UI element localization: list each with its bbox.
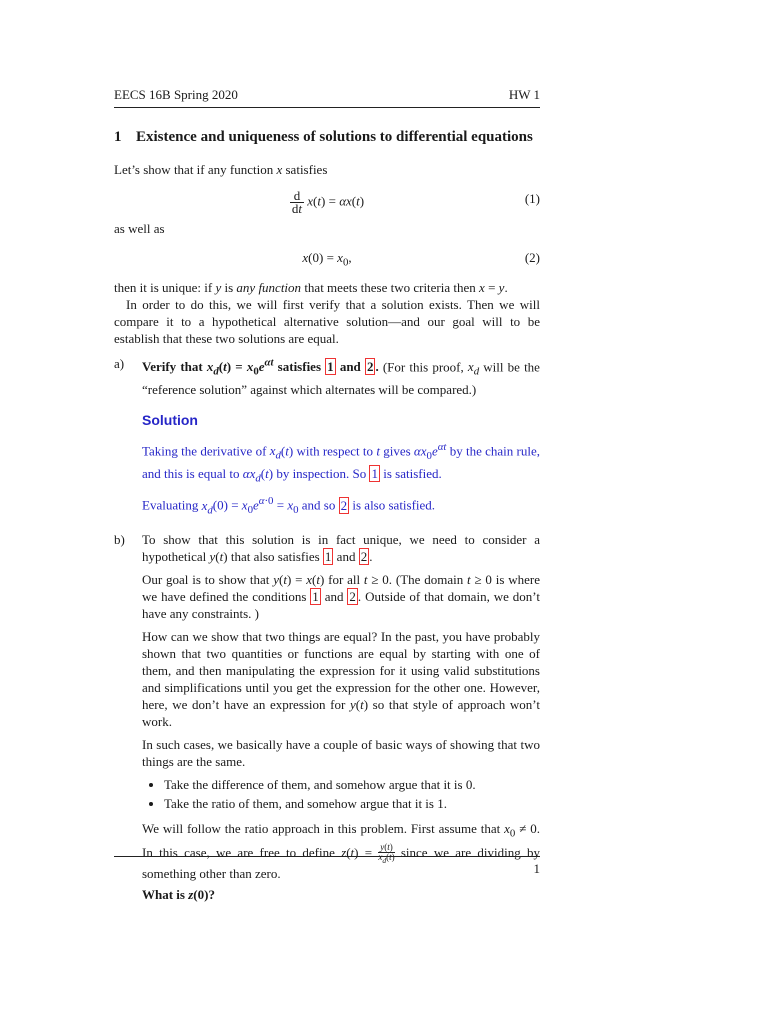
ref-eq1-link[interactable]: 1: [371, 465, 378, 481]
part-a-prompt: Verify that $x_d(t) = x_0e^{\alpha t}$ satisfies 1 and 2 . (For this proof, $x_d$ will be the “reference solution” against which alternates will be compared.): [142, 357, 540, 397]
uniqueness-text: then it is unique: if y is any function that meets these two criteria then x = y.: [114, 280, 508, 295]
part-b-p5: We will follow the ratio approach in this problem. First assume that $x_0 \ne 0$. In this case, we are free to define z(t) = $\frac{y(t)}{x_d(t)}$ since we are dividing by something other than zero.: [142, 821, 540, 881]
part-b-p2: Our goal is to show that y(t) = x(t) for all t ≥ 0. (The domain t ≥ 0 is where we have defined the conditions 1 and 2 . Outside of that domain, we don’t have any constraints. ): [142, 572, 541, 622]
part-a: [114, 355, 540, 519]
derivative-operator: $\frac{d}{dt}$: [291, 188, 303, 216]
ref-eq2-link[interactable]: 2: [366, 359, 374, 375]
footer-divider: [114, 856, 540, 857]
ref-eq1-link[interactable]: 1: [312, 589, 319, 605]
page-header: [114, 86, 540, 108]
method-list: [142, 776, 540, 812]
section-title: Existence and uniqueness of solutions to differential equations: [136, 129, 533, 145]
as-well-as-text: as well as: [114, 221, 165, 236]
part-b-p1: To show that this solution is in fact unique, we need to consider a hypothetical y(t) that also satisfies 1 and 2 .: [142, 532, 540, 565]
ref-eq2-link[interactable]: 2: [340, 497, 348, 513]
ref-eq1-link[interactable]: 1: [327, 359, 334, 375]
part-a-label: a): [114, 356, 125, 371]
part-b-question: What is z(0)?: [142, 886, 215, 902]
solution-line-2: Evaluating $x_d(0) = x_0e^{\alpha\cdot 0} = x_0$ and so 2 is also satisfied.: [142, 495, 436, 517]
solution-title: Solution: [142, 411, 198, 428]
part-b-p3: How can we show that two things are equal? In the past, you have probably shown that two quantities or functions are equal by starting with one of them, and then manipulating the expression for it using valid substitutions and simplifications until you get the expression for the other one. However, here, we don’t have an expression for y(t) so that style of approach won’t work.: [142, 629, 540, 730]
equation-2: [114, 243, 540, 273]
ref-eq2-link[interactable]: 2: [360, 549, 368, 565]
ref-eq2-link[interactable]: 2: [349, 589, 356, 605]
page-number: 1: [533, 861, 540, 876]
eq2-tag: (2): [524, 250, 540, 265]
eq1-rhs: x(t) = αx(t): [307, 193, 365, 209]
equation-1: [114, 184, 540, 214]
part-b: [114, 531, 540, 902]
document-page: [114, 86, 540, 903]
part-b-p4: In such cases, we basically have a couple of basic ways of showing that two things are the same.: [142, 737, 540, 770]
list-item: • Take the ratio of them, and somehow argue that it is 1.: [164, 795, 540, 812]
solution-line-1: Taking the derivative of $x_d(t)$ with respect to t gives $\alpha x_0e^{\alpha t}$ by the chain rule, and this is equal to $\alpha x_d(t)$ by inspection. So 1 is satisfied.: [142, 440, 540, 485]
ref-eq1-link[interactable]: 1: [324, 549, 332, 565]
eq2-body: $x(0) = x_0$,: [302, 250, 352, 269]
course-label: EECS 16B Spring 2020: [114, 87, 238, 102]
part-b-label: b): [114, 532, 125, 548]
approach-text: In order to do this, we will first verify that a solution exists. Then we will compare it to a hypothetical alternative solution—and our goal will to be establish that these two solutions are equal.: [114, 297, 540, 346]
list-item: • Take the difference of them, and somehow argue that it is 0.: [164, 776, 540, 793]
section-number: 1: [114, 129, 122, 145]
solution-block: [142, 412, 540, 519]
eq1-tag: (1): [524, 191, 540, 206]
hw-label: HW 1: [508, 87, 540, 102]
ratio-fraction: $\frac{y(t)}{x_d(t)}$: [378, 841, 395, 865]
section-heading: [114, 128, 540, 147]
intro-text: Let’s show that if any function x satisfies: [114, 162, 328, 177]
